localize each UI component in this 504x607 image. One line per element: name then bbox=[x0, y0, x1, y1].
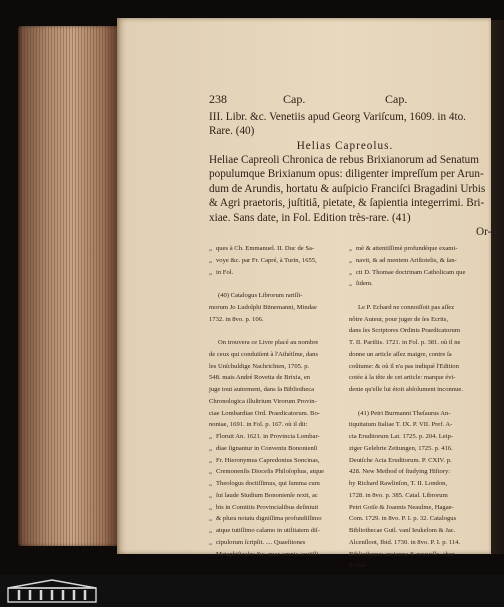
footnote-text: (40) Catalogus Librorum rariſſi- bbox=[218, 292, 303, 299]
quote-mark: „ bbox=[349, 280, 352, 288]
quote-mark: „ bbox=[209, 245, 212, 252]
footnote-line bbox=[209, 372, 345, 384]
quote-mark: „ bbox=[209, 527, 212, 534]
entry-continuation-line1: III. Libr. &c. Venetiis apud Georg Variſcum, 1609. in 4to. bbox=[209, 111, 466, 123]
footnote-text: Fr. Hieronymus Capredonius Soncinas, bbox=[216, 456, 320, 464]
footnote-line bbox=[209, 502, 345, 514]
footnote-text: Bibliothecae Gutl. vanſ Ieukelom & Jac. bbox=[349, 527, 456, 534]
quote-mark: „ bbox=[209, 491, 212, 499]
footnote-text: ſidem. bbox=[356, 280, 373, 288]
running-head-right: Cap. bbox=[385, 92, 408, 106]
footnote-text: atque tutiſſimo calamo in utilitatem diſ- bbox=[216, 527, 320, 534]
footnote-line bbox=[209, 513, 345, 525]
footnote-text: ques à Ch. Emmanuel. II. Duc de Sa- bbox=[216, 245, 315, 252]
entry-line: populumque Brixianum opus: diligenter impreſſum per Arun- bbox=[209, 168, 484, 181]
quote-mark: „ bbox=[349, 256, 352, 264]
footnote-line bbox=[209, 267, 345, 279]
footnote-text: On trouvera ce Livre placé au nombre bbox=[218, 339, 319, 346]
entry-line: dum de Arundis, hortatu & auſpicio Franciſci Bragadini Urbis bbox=[209, 182, 486, 195]
footnote-line bbox=[349, 325, 485, 337]
footnote-line bbox=[349, 443, 485, 455]
footnote-line bbox=[349, 525, 485, 537]
footnote-text: ſui laude Studium Bononienſe rexit, ac bbox=[216, 491, 318, 499]
footnote-line bbox=[349, 372, 485, 384]
footnote-line bbox=[209, 443, 345, 455]
quote-mark: „ bbox=[209, 515, 212, 523]
catchword: Or- bbox=[476, 226, 492, 238]
footnote-text: bis in Comitiis Provincialibus deſiniuit bbox=[216, 503, 319, 511]
bibliographic-entry bbox=[209, 153, 486, 225]
footnote-line bbox=[349, 560, 485, 572]
footnote-text: ciae Lombardiae Ord. Praedicatorum. Bo- bbox=[209, 409, 320, 417]
footnote-text: dans ſes Scriptores Ordinis Praedicatorum bbox=[349, 327, 460, 335]
footnote-text: voye &c. par Fr. Capré, à Turin, 1655, bbox=[216, 256, 317, 264]
footnote-text: Alcenſloot, Ibid. 1730. in 8vo. P. I. p. 114. bbox=[349, 538, 461, 546]
footnote-line bbox=[209, 408, 345, 420]
footnote-text: (41) Petri Burmanni Theſaurus An- bbox=[358, 409, 451, 417]
footnote-text: de ceux qui conduiſent à l'Athéiſme, dans bbox=[209, 350, 319, 358]
footnote-line bbox=[349, 431, 485, 443]
quote-mark: „ bbox=[209, 444, 212, 452]
footnote-text: & plura notatu digniſſima profundiſſimo bbox=[216, 515, 322, 523]
footnote-line bbox=[209, 419, 345, 431]
entry-line: Heliae Capreoli Chronica de rebus Brixianorum ad Senatum bbox=[209, 154, 479, 166]
footnote-text: 428. New Method of ſtudying Hiſtory: bbox=[349, 468, 451, 476]
footnote-text: Cremonenſis Dioceſis Philoſophus, atque bbox=[216, 468, 325, 476]
footnote-text: dente qu'elle lui étoit abſolument inconnue. bbox=[349, 386, 463, 393]
quote-mark: „ bbox=[209, 480, 212, 487]
footnote-line bbox=[349, 255, 485, 267]
footnote-text: cta Eruditorum Lat. 1725. p. 204. Leip- bbox=[349, 433, 454, 440]
footnote-line bbox=[349, 408, 485, 420]
quote-mark: „ bbox=[209, 256, 212, 264]
footnote-text: morum Jo Ludolphi Bünemanni, Mindae bbox=[209, 303, 317, 311]
footnote-text: Floruit An. 1621. in Provincia Lombar- bbox=[216, 433, 320, 440]
running-head-left: Cap. bbox=[283, 92, 306, 106]
footnote-line bbox=[209, 549, 345, 561]
footnote-column-left bbox=[209, 243, 345, 560]
quote-mark: „ bbox=[209, 503, 212, 511]
paragraph-gap bbox=[209, 278, 345, 290]
footnote-line bbox=[349, 337, 485, 349]
quote-mark: „ bbox=[209, 268, 212, 276]
footnote-text: mè & attentiſſimè profundèque exami- bbox=[356, 245, 458, 252]
footnote-text: Chronologica illuſtrium Virorum Provin- bbox=[209, 397, 317, 405]
footnote-line bbox=[209, 396, 345, 408]
quote-mark: „ bbox=[209, 550, 212, 558]
quote-mark: „ bbox=[209, 433, 212, 440]
footnote-text: 1728. in 8vo. p. 385. Catal. Librorum bbox=[349, 491, 448, 499]
entry-line: & Agri praetoris, juſtitiâ, pietate, & ſapientia integerrimi. Bri- bbox=[209, 197, 485, 210]
footnote-text: cti D. Thomae doctrinam Catholicam que bbox=[356, 268, 466, 276]
quote-mark: „ bbox=[209, 468, 212, 476]
book-page bbox=[117, 18, 492, 570]
footnote-text: T. II. Pariſiis. 1721. in Fol. p. 381. où il ne bbox=[349, 339, 461, 346]
footnote-line bbox=[349, 549, 485, 561]
footnote-line bbox=[349, 302, 485, 314]
paragraph-gap bbox=[209, 325, 345, 337]
footnote-line bbox=[349, 513, 485, 525]
quote-mark: „ bbox=[349, 268, 352, 276]
footnote-line bbox=[209, 255, 345, 267]
quote-mark: „ bbox=[349, 245, 352, 252]
footnote-column-right bbox=[349, 243, 485, 572]
footnote-line bbox=[209, 243, 345, 255]
quote-mark: „ bbox=[209, 456, 212, 464]
footnote-line bbox=[349, 466, 485, 478]
footnote-text: Le P. Echard ne connoiſſoit pas aſſez bbox=[358, 303, 455, 311]
footnote-line bbox=[209, 314, 345, 326]
book-page-edges bbox=[18, 26, 118, 546]
footnote-line bbox=[349, 478, 485, 490]
footnote-line bbox=[209, 490, 345, 502]
footnote-text: coûtume: & où il n'a pas indiqué l'Edition bbox=[349, 362, 459, 370]
footnote-line bbox=[209, 302, 345, 314]
footnote-text: in Fol. bbox=[216, 268, 234, 276]
section-heading: Helias Capreolus. bbox=[296, 140, 394, 152]
footnote-text: Metaphiſicales &c. quae omnia acutiſſi- bbox=[216, 550, 321, 558]
footnote-line bbox=[349, 455, 485, 467]
footnote-text: juge tout autrement, dans ſa Bibliotheca bbox=[209, 386, 315, 393]
footnote-line bbox=[349, 349, 485, 361]
building-icon bbox=[6, 578, 100, 604]
footnote-text: noniae, 1691. in Fol. p. 167. où il dit: bbox=[209, 421, 308, 429]
footnote-text: cotée à la tête de cet article: marque évi- bbox=[349, 374, 456, 382]
footnote-text: navit, & ad mentem Ariſtotelis, & ſan- bbox=[356, 256, 457, 264]
next-page-shadow bbox=[490, 20, 504, 554]
footnote-line bbox=[209, 290, 345, 302]
footnote-line bbox=[209, 361, 345, 373]
paragraph-gap bbox=[349, 396, 485, 408]
footnote-line bbox=[349, 278, 485, 290]
footnote-text: Deutſche Acta Eruditorum. P. CXIV. p. bbox=[349, 456, 452, 464]
footnote-text: Theologus doctiſſimus, qui ſumma cum bbox=[216, 480, 320, 487]
footnote-text: P. Gol- bbox=[349, 562, 368, 570]
paragraph-gap bbox=[349, 290, 485, 302]
footnote-text: ziger Gelehrte Zeitungen, 1725. p. 416. bbox=[349, 444, 453, 452]
footnote-line bbox=[349, 419, 485, 431]
footnote-line bbox=[349, 314, 485, 326]
footnote-line bbox=[209, 384, 345, 396]
footnote-line bbox=[209, 525, 345, 537]
footnote-line bbox=[209, 455, 345, 467]
footnote-line bbox=[349, 490, 485, 502]
footnote-line bbox=[349, 267, 485, 279]
footnote-text: Bibliotheque ancienne & nouvelle, chez bbox=[349, 550, 455, 558]
footnote-text: les Unſchuldige Nachrichten, 1705. p. bbox=[209, 362, 310, 370]
footnote-line bbox=[209, 466, 345, 478]
entry-continuation-line2: Rare. (40) bbox=[209, 125, 255, 138]
footnote-text: cipulorum ſcripſit. .... Quaeſtiones bbox=[216, 538, 306, 546]
quote-mark: „ bbox=[209, 538, 212, 546]
footnote-line bbox=[349, 537, 485, 549]
footnote-text: diae ſignantur in Conventu Bononienſi bbox=[216, 444, 318, 452]
footnote-line bbox=[209, 537, 345, 549]
footnote-text: 548. mais André Rovetta de Brixia, en bbox=[209, 374, 311, 382]
footnote-text: donne un article aſſez maigre, contre ſa bbox=[349, 350, 452, 358]
page-number: 238 bbox=[209, 92, 227, 106]
footnote-line bbox=[209, 349, 345, 361]
footnote-text: Petri Goiſe & Joannis Neaulme, Hagae- bbox=[349, 503, 454, 511]
footnote-line bbox=[209, 337, 345, 349]
footnote-line bbox=[349, 243, 485, 255]
footnote-text: by Richard Rawlinſon, T. II. London, bbox=[349, 480, 448, 487]
footnote-text: nôtre Auteur, pour juger de ſes Ecrits, bbox=[349, 315, 448, 323]
entry-line: xiae. Sans date, in Fol. Edition très-rare. (41) bbox=[209, 211, 411, 224]
footnote-text: tiquitatum Italiae T. IX. P. VII. Pref. A- bbox=[349, 421, 453, 429]
footnote-line bbox=[209, 478, 345, 490]
footnote-line bbox=[349, 502, 485, 514]
footnote-line bbox=[349, 384, 485, 396]
footnote-line bbox=[209, 431, 345, 443]
footnote-text: 1732. in 8vo. p. 106. bbox=[209, 315, 264, 323]
footnote-line bbox=[349, 361, 485, 373]
footnote-text: Com. 1729. in 8vo. P. I. p. 32. Catalogus bbox=[349, 515, 457, 523]
